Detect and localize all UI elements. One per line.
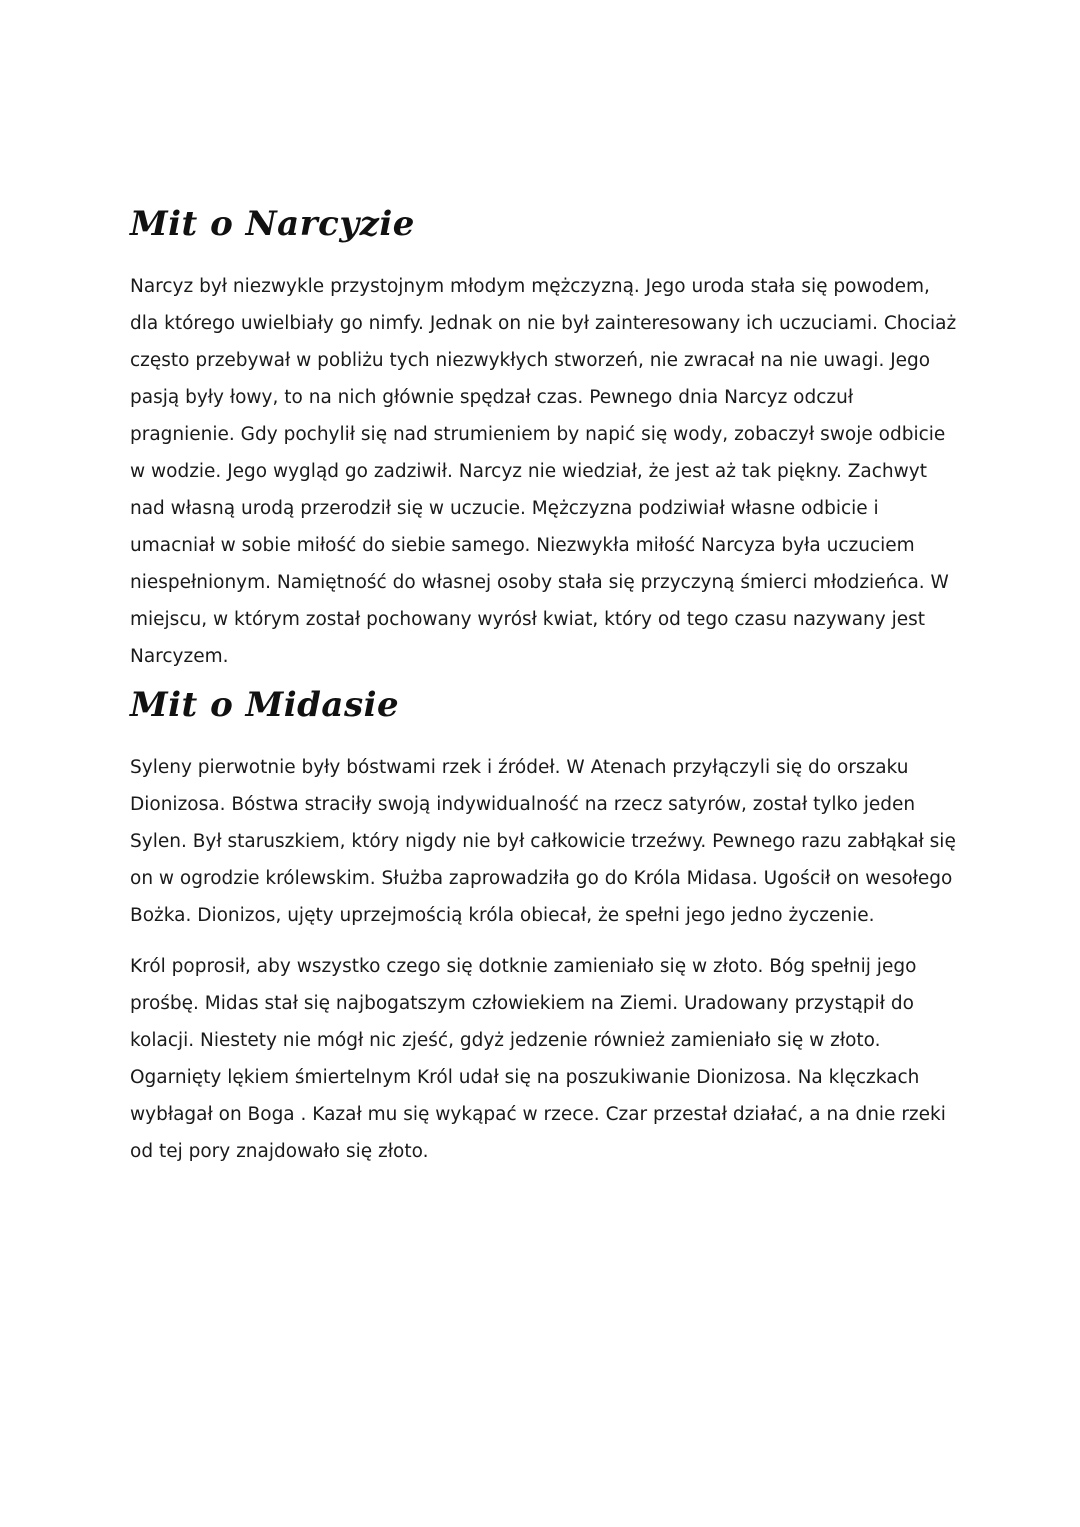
document-content [130,200,960,1170]
paragraph-narcyz: Narcyz był niezwykle przystojnym młodym mężczyzną. Jego uroda stała się powodem, dla którego uwielbiały go nimfy. Jednak on nie był zainteresowany ich uczuciami. Chociaż często przebywał w pobliżu tych niezwykłych stworzeń, nie zwracał na nie uwagi. Jego pasją były łowy, to na nich głównie spędzał czas. Pewnego dnia Narcyz odczuł pragnienie. Gdy pochylił się nad strumieniem by napić się wody, zobaczył swoje odbicie w wodzie. Jego wygląd go zadziwił. Narcyz nie wiedział, że jest aż tak piękny. Zachwyt nad własną urodą przerodził się w uczucie. Mężczyzna podziwiał własne odbicie i umacniał w sobie miłość do siebie samego. Niezwykła miłość Narcyza była uczuciem niespełnionym. Namiętność do własnej osoby stała się przyczyną śmierci młodzieńca. W miejscu, w którym został pochowany wyrósł kwiat, który od tego czasu nazywany jest Narcyzem. [130,276,957,667]
section-title-midas: Mit o Midasie [130,685,400,725]
section-title-narcyz: Mit o Narcyzie [130,204,415,244]
paragraph-midas-2: Król poprosił, aby wszystko czego się dotknie zamieniało się w złoto. Bóg spełnij jego prośbę. Midas stał się najbogatszym człowiekiem na Ziemi. Uradowany przystąpił do kolacji. Niestety nie mógł nic zjeść, gdyż jedzenie również zamieniało się w złoto. Ogarnięty lękiem śmiertelnym Król udał się na poszukiwanie Dionizosa. Na klęczkach wybłagał on Boga . Kazał mu się wykąpać w rzece. Czar przestał działać, a na dnie rzeki od tej pory znajdowało się złoto. [130,956,946,1162]
paragraph-midas-1: Syleny pierwotnie były bóstwami rzek i źródeł. W Atenach przyłączyli się do orszaku Dionizosa. Bóstwa straciły swoją indywidualność na rzecz satyrów, został tylko jeden Sylen. Był staruszkiem, który nigdy nie był całkowicie trzeźwy. Pewnego razu zabłąkał się on w ogrodzie królewskim. Służba zaprowadziła go do Króla Midasa. Ugościł on wesołego Bożka. Dionizos, ujęty uprzejmością króla obiecał, że spełni jego jedno życzenie. [130,757,956,926]
